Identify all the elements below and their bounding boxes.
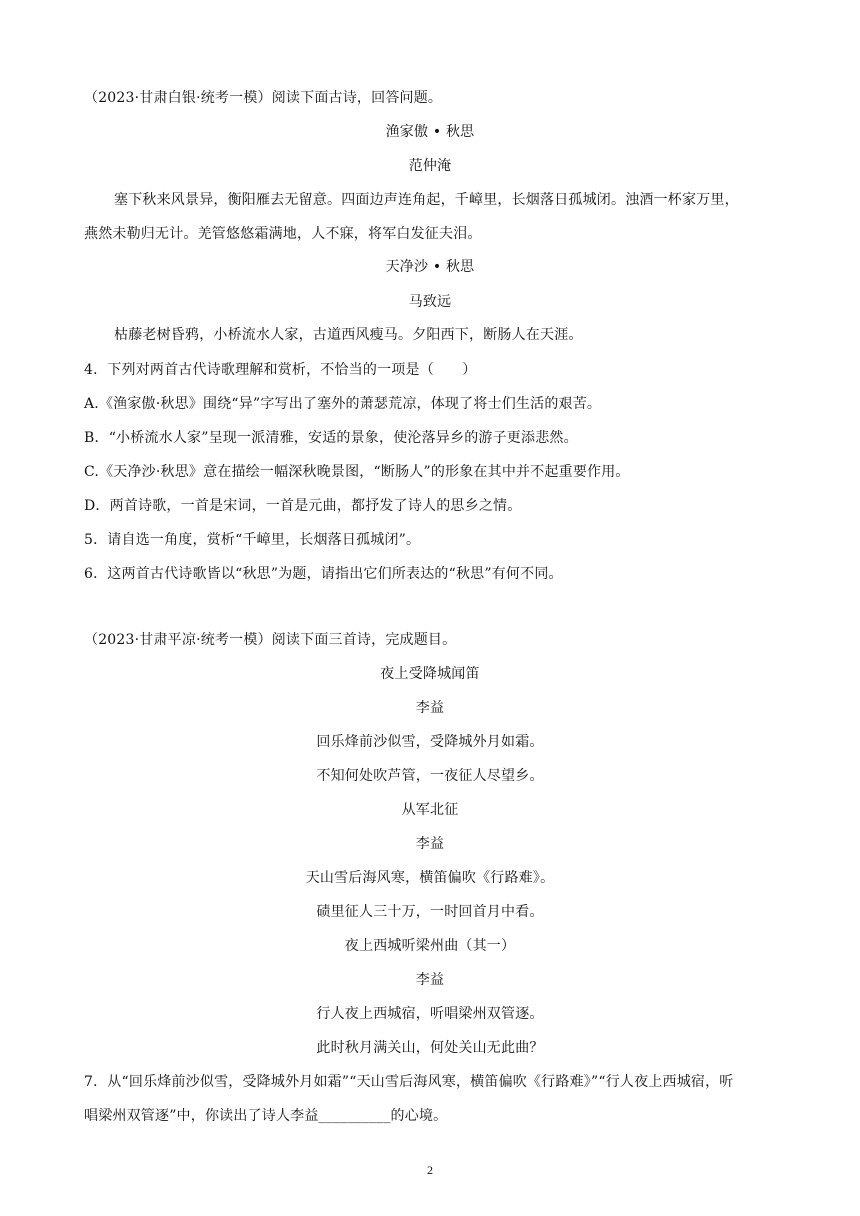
question-4: 4．下列对两首古代诗歌理解和赏析，不恰当的一项是（ ） — [84, 362, 477, 378]
poem-text-line: 天山雪后海风寒，横笛偏吹《行路难》。 — [305, 870, 555, 886]
poem-text-line: 燕然未勒归无计。羌管悠悠霜满地，人不寐，将军白发征夫泪。 — [84, 226, 482, 242]
poem-author-fan-zhongyan: 范仲淹 — [408, 158, 452, 174]
poem-author: 李益 — [415, 836, 445, 852]
poem-title: 夜上受降城闻笛 — [380, 666, 480, 682]
option-a: A.《渔家傲·秋思》围绕“异”字写出了塞外的萧瑟荒凉，体现了将士们生活的艰苦。 — [84, 396, 602, 412]
question-7-line-2: 唱梁州双管逐”中，你读出了诗人李益__________的心境。 — [84, 1108, 448, 1124]
question-6: 6．这两首古代诗歌皆以“秋思”为题，请指出它们所表达的“秋思”有何不同。 — [84, 566, 563, 582]
section1-header: （2023·甘肃白银·统考一模）阅读下面古诗，回答问题。 — [84, 90, 443, 106]
poem-text-line: 塞下秋来风景异，衡阳雁去无留意。四面边声连角起，千嶂里，长烟落日孤城闭。浊酒一杯家万里， — [114, 192, 739, 208]
question-5: 5．请自选一角度，赏析“千嶂里，长烟落日孤城闭”。 — [84, 532, 421, 548]
poem-text-line: 枯藤老树昏鸦，小桥流水人家，古道西风瘦马。夕阳西下，断肠人在天涯。 — [114, 327, 583, 343]
poem-title: 从军北征 — [401, 802, 459, 818]
poem-title: 夜上西城听梁州曲（其一） — [344, 938, 516, 954]
poem-author: 李益 — [415, 972, 445, 988]
question-7-line-1: 7．从“回乐烽前沙似雪，受降城外月如霜”“天山雪后海风寒，横笛偏吹《行路难》”“行人夜上西城宿，听 — [84, 1074, 734, 1090]
poem-author-ma-zhiyuan: 马致远 — [408, 294, 452, 310]
page-number: 2 — [427, 1163, 433, 1177]
poem-text-line: 不知何处吹芦管，一夜征人尽望乡。 — [316, 768, 544, 784]
poem-text-line: 行人夜上西城宿，听唱梁州双管逐。 — [316, 1006, 544, 1022]
section2-header: （2023·甘肃平凉·统考一模）阅读下面三首诗，完成题目。 — [84, 632, 457, 648]
poem-title-yujiaao: 渔家傲 • 秋思 — [385, 124, 475, 140]
poem-title-tianjingsha: 天净沙 • 秋思 — [385, 259, 475, 275]
poem-author: 李益 — [415, 700, 445, 716]
poem-text-line: 碛里征人三十万，一时回首月中看。 — [316, 904, 544, 920]
poem-text-line: 回乐烽前沙似雪，受降城外月如霜。 — [316, 734, 544, 750]
option-d: D．两首诗歌，一首是宋词，一首是元曲，都抒发了诗人的思乡之情。 — [84, 498, 522, 514]
option-b: B．“小桥流水人家”呈现一派清雅，安适的景象，使沦落异乡的游子更添悲然。 — [84, 430, 578, 446]
option-c: C.《天净沙·秋思》意在描绘一幅深秋晚景图，“断肠人”的形象在其中并不起重要作用。 — [84, 464, 630, 480]
poem-text-line: 此时秋月满关山，何处关山无此曲？ — [316, 1040, 544, 1056]
